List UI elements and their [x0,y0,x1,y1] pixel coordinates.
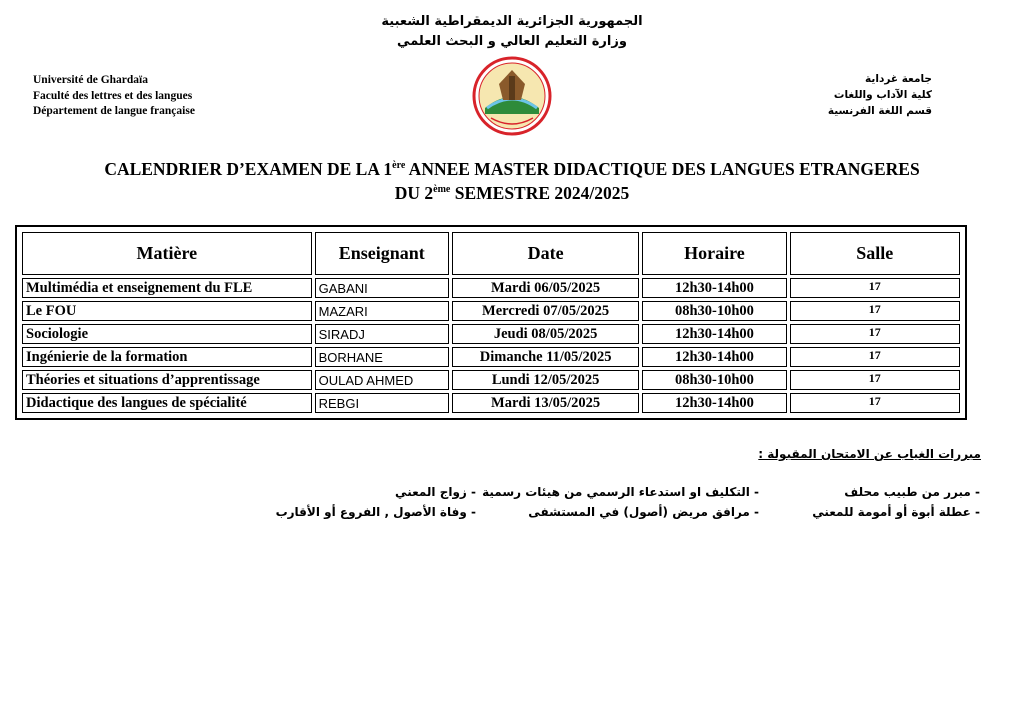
cell-salle: 17 [790,324,960,344]
cell-salle: 17 [790,278,960,298]
cell-horaire: 12h30-14h00 [642,393,786,413]
header-date: Date [452,232,639,275]
absence-justifications-title: مبررات الغياب عن الامتحان المقبولة : [758,447,981,461]
cell-matiere: Le FOU [22,301,312,321]
justification-item: - عطلة أبوة أو أمومة للمعني [812,505,980,519]
header-horaire: Horaire [642,232,786,275]
cell-date: Mardi 06/05/2025 [452,278,639,298]
cell-enseignant: GABANI [315,278,449,298]
cell-enseignant: MAZARI [315,301,449,321]
justification-item: - مبرر من طبيب محلف [844,485,980,499]
cell-enseignant: OULAD AHMED [315,370,449,390]
cell-matiere: Didactique des langues de spécialité [22,393,312,413]
cell-enseignant: REBGI [315,393,449,413]
justification-item: - التكليف او استدعاء الرسمي من هيئات رسمية [482,485,759,499]
university-name-fr: Université de Ghardaïa [33,74,148,86]
cell-date: Jeudi 08/05/2025 [452,324,639,344]
table-row [22,393,960,413]
cell-enseignant: SIRADJ [315,324,449,344]
university-header-fr [33,73,195,120]
justification-item: - وفاة الأصول , الفروع أو الأقارب [275,505,476,519]
cell-salle: 17 [790,301,960,321]
cell-salle: 17 [790,347,960,367]
cell-enseignant: BORHANE [315,347,449,367]
cell-matiere: Multimédia et enseignement du FLE [22,278,312,298]
exam-schedule-table [15,225,967,420]
faculty-name-ar: كلية الآداب واللغات [833,89,932,101]
table-row [22,278,960,298]
cell-horaire: 12h30-14h00 [642,278,786,298]
university-logo-icon [471,56,553,136]
table-row [22,324,960,344]
cell-horaire: 12h30-14h00 [642,324,786,344]
justification-item: - زواج المعني [395,485,476,499]
cell-date: Mardi 13/05/2025 [452,393,639,413]
exam-calendar-title-line2: DU 2ème SEMESTRE 2024/2025 [394,183,630,203]
cell-horaire: 08h30-10h00 [642,370,786,390]
cell-salle: 17 [790,393,960,413]
university-header-ar [828,71,932,119]
table-row [22,347,960,367]
cell-date: Dimanche 11/05/2025 [452,347,639,367]
department-name-fr: Département de langue française [33,105,195,117]
table-row [22,301,960,321]
exam-calendar-title-line1: CALENDRIER D’EXAMEN DE LA 1ère ANNEE MASTER DIDACTIQUE DES LANGUES ETRANGERES [104,159,920,179]
university-name-ar: جامعة غرداية [865,73,932,85]
ministry-header-line1: الجمهورية الجزائرية الديمقراطية الشعبية [381,14,643,29]
cell-matiere: Théories et situations d’apprentissage [22,370,312,390]
cell-salle: 17 [790,370,960,390]
cell-date: Lundi 12/05/2025 [452,370,639,390]
table-header-row [22,232,960,275]
cell-matiere: Ingénierie de la formation [22,347,312,367]
cell-matiere: Sociologie [22,324,312,344]
header-salle: Salle [790,232,960,275]
ministry-header-line2: وزارة التعليم العالي و البحث العلمي [397,34,627,49]
department-name-ar: قسم اللغة الفرنسية [827,105,932,117]
cell-date: Mercredi 07/05/2025 [452,301,639,321]
header-matiere: Matière [22,232,312,275]
justification-item: - مرافق مريض (أصول) في المستشفى [528,505,759,519]
cell-horaire: 12h30-14h00 [642,347,786,367]
table-row [22,370,960,390]
cell-horaire: 08h30-10h00 [642,301,786,321]
header-enseignant: Enseignant [315,232,449,275]
faculty-name-fr: Faculté des lettres et des langues [33,89,193,102]
